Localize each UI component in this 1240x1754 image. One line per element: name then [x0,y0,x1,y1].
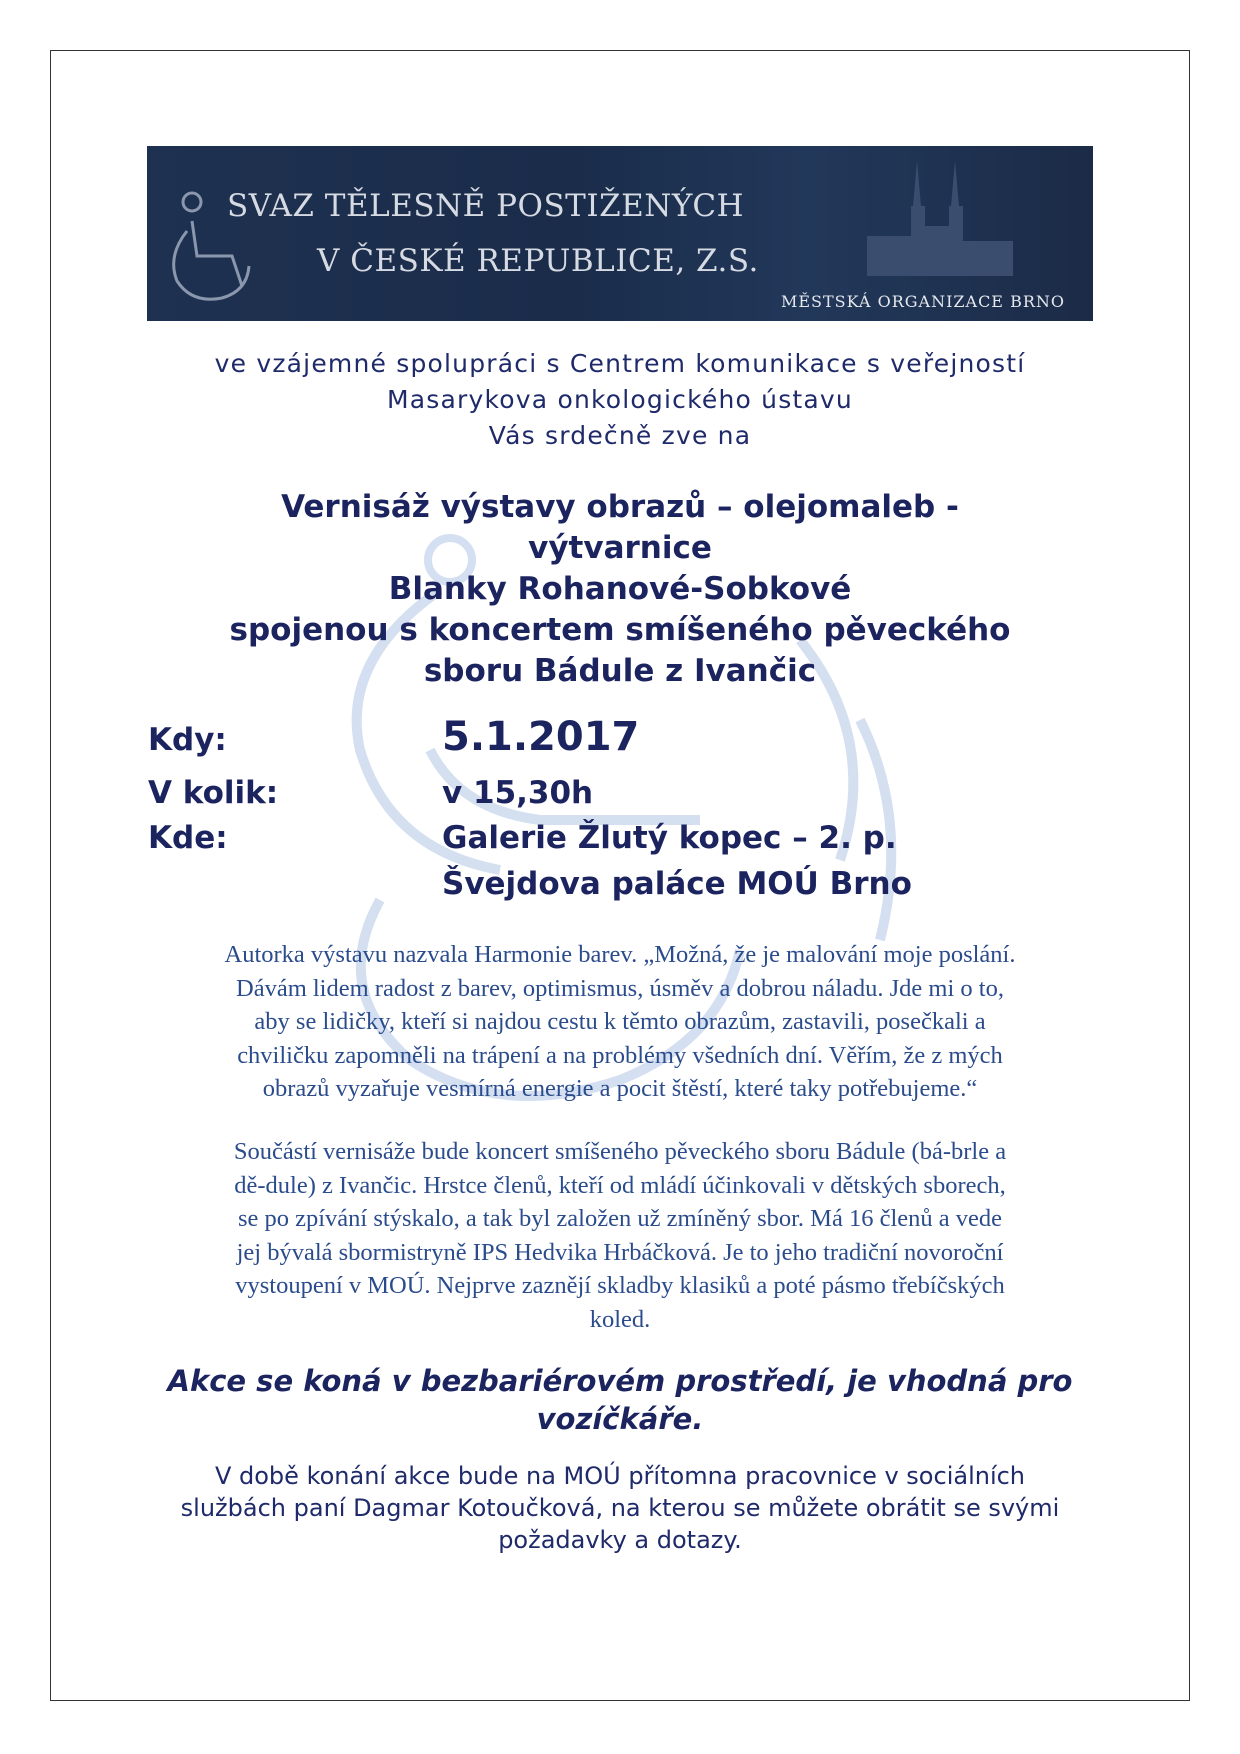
header-banner [147,146,1093,321]
intro-line: ve vzájemné spolupráci s Centrem komunikace s veřejností [214,349,1026,378]
title-line: výtvarnice [528,530,712,566]
banner-subtitle: MĚSTSKÁ ORGANIZACE BRNO [780,292,1065,311]
where-label: Kde: [148,820,228,856]
paragraph-line: obrazů vyzařuje vesmírná energie a pocit štěstí, které taky potřebujeme.“ [262,1075,978,1102]
notice-line: Akce se koná v bezbariérovém prostředí, je vhodná pro [167,1364,1073,1398]
paragraph-line: Autorka výstavu nazvala Harmonie barev. „Možná, že je malování moje poslání. [224,941,1016,968]
paragraph-line: Součástí vernisáže bude koncert smíšeného pěveckého sboru Bádule (bá-brle a [233,1138,1007,1165]
where-value-line2: Švejdova paláce MOÚ Brno [442,866,912,902]
notice-line: vozíčkáře. [536,1402,704,1436]
event-title [150,487,1090,692]
title-line: sboru Bádule z Ivančic [423,653,817,689]
paragraph-line: jej bývalá sbormistryně IPS Hedvika Hrbáčková. Je to jeho tradiční novoroční [236,1238,1004,1266]
intro-text [150,346,1090,454]
paragraph-line: dě-dule) z Ivančic. Hrstce členů, kteří od mládí účinkovali v dětských sborech, [234,1171,1006,1199]
paragraph-line: chviličku zapomněli na trápení a na problémy všedních dní. Věřím, že z mých [237,1041,1003,1069]
contact-line: službách paní Dagmar Kotoučková, na kterou se můžete obrátit se svými [180,1494,1060,1522]
paragraph-line: Dávám lidem radost z barev, optimismus, úsměv a dobrou náladu. Jde mi o to, [236,974,1004,1002]
intro-line: Masarykova onkologického ústavu [387,385,853,414]
paragraph-line: se po zpívání stýskalo, a tak byl založen už zmíněný sbor. Má 16 členů a vede [237,1205,1003,1232]
when-label: Kdy: [148,722,227,758]
title-line: Blanky Rohanové-Sobkové [388,571,852,607]
paragraph-line: aby se lidičky, kteří si najdou cestu k těmto obrazům, zastavili, posečkali a [254,1008,986,1035]
time-label: V kolik: [148,775,279,811]
concert-paragraph [145,1135,1095,1336]
paragraph-line: vystoupení v MOÚ. Nejprve zaznějí skladby klasiků a poté pásmo třebíčských [235,1272,1005,1299]
accessibility-notice [150,1362,1090,1438]
banner-title-line1: SVAZ TĚLESNĚ POSTIŽENÝCH [227,188,745,224]
title-line: spojenou s koncertem smíšeného pěveckého [229,612,1011,648]
intro-line: Vás srdečně zve na [488,421,752,450]
banner-title-line2: V ČESKÉ REPUBLICE, Z.S. [317,243,759,279]
contact-line: požadavky a dotazy. [498,1526,742,1554]
where-value-line1: Galerie Žlutý kopec – 2. p. [442,820,897,856]
author-quote-paragraph [145,938,1095,1106]
title-line: Vernisáž výstavy obrazů – olejomaleb - [281,489,959,525]
contact-info [150,1460,1090,1556]
paragraph-line: koled. [589,1305,651,1333]
cathedral-icon [847,151,1027,291]
time-value: v 15,30h [442,775,594,811]
when-value: 5.1.2017 [442,714,640,760]
contact-line: V době konání akce bude na MOÚ přítomna pracovnice v sociálních [214,1462,1026,1490]
